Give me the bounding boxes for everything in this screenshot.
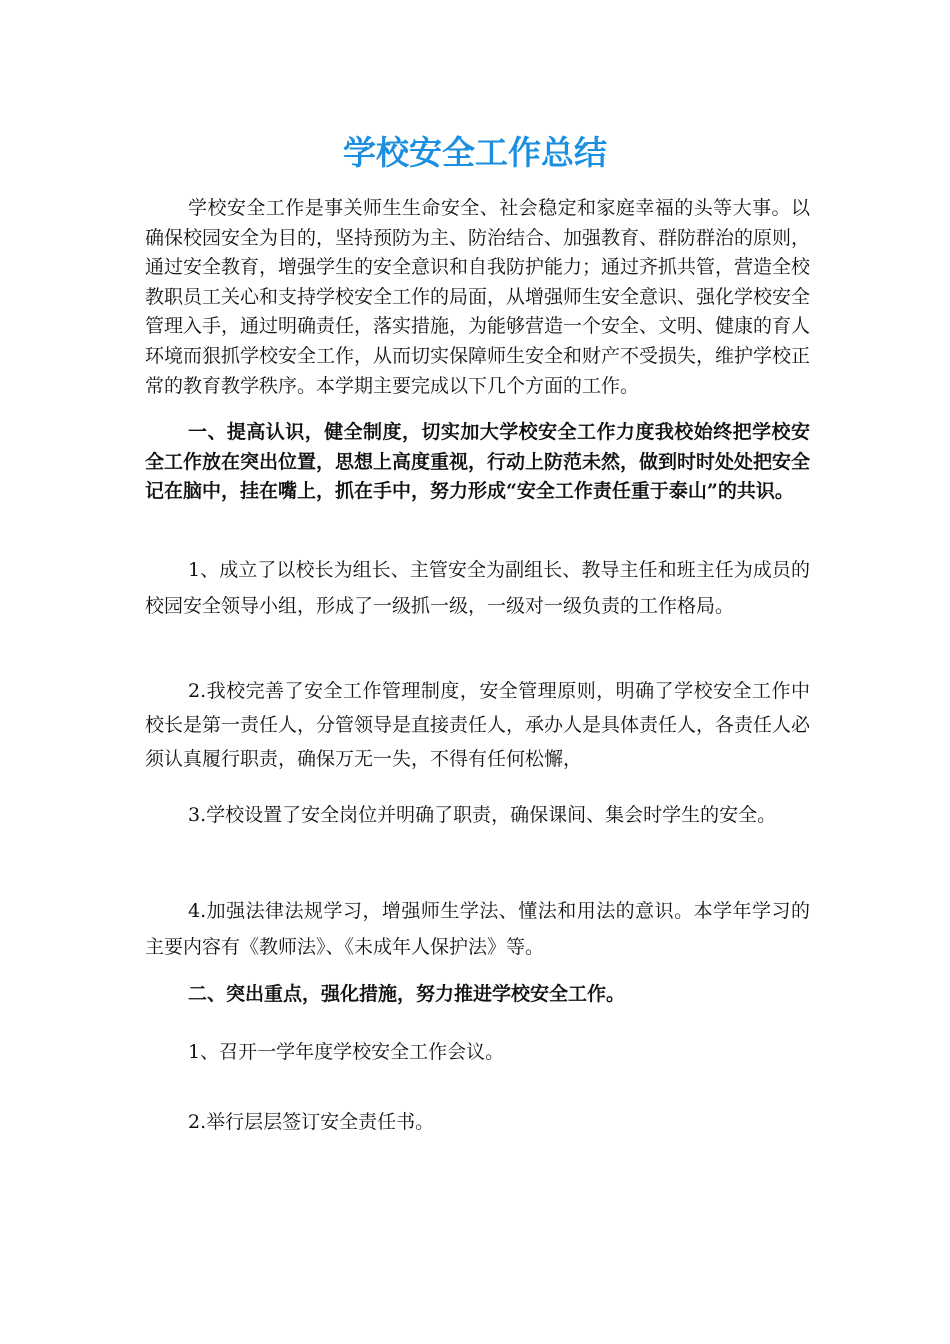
section-heading-2: 二、突出重点，强化措施，努力推进学校安全工作。 — [188, 983, 626, 1005]
section1-item-4: 4.加强法律法规学习，增强师生学法、懂法和用法的意识。本学年学习的主要内容有《教师法》、《未成年人保护法》等。 — [145, 900, 810, 958]
section1-item-1: 1、成立了以校长为组长、主管安全为副组长、教导主任和班主任为成员的校园安全领导小组，形成了一级抓一级，一级对一级负责的工作格局。 — [145, 559, 810, 617]
section1-item-2: 2.我校完善了安全工作管理制度，安全管理原则，明确了学校安全工作中校长是第一责任人，分管领导是直接责任人，承办人是具体责任人，各责任人必须认真履行职责，确保万无一失，不得有任何松懈， — [145, 680, 811, 770]
section2-item-2: 2.举行层层签订安全责任书。 — [188, 1111, 435, 1133]
section-heading-1: 一、提高认识，健全制度，切实加大学校安全工作力度我校始终把学校安全工作放在突出位置，思想上高度重视，行动上防范未然，做到时时处处把安全记在脑中，挂在嘴上，抓在手中，努力形成“安全工作责任重于泰山”的共识。 — [145, 421, 811, 503]
section2-item-1: 1、召开一学年度学校安全工作会议。 — [188, 1041, 505, 1063]
intro-paragraph: 学校安全工作是事关师生生命安全、社会稳定和家庭幸福的头等大事。以确保校园安全为目的，坚持预防为主、防治结合、加强教育、群防群治的原则，通过安全教育，增强学生的安全意识和自我防护能力；通过齐抓共管，营造全校教职员工关心和支持学校安全工作的局面，从增强师生安全意识、强化学校安全管理入手，通过明确责任，落实措施，为能够营造一个安全、文明、健康的育人环境而狠抓学校安全工作，从而切实保障师生安全和财产不受损失，维护学校正常的教育教学秩序。本学期主要完成以下几个方面的工作。 — [145, 197, 811, 397]
document-title: 学校安全工作总结 — [343, 133, 607, 172]
section1-item-3: 3.学校设置了安全岗位并明确了职责，确保课间、集会时学生的安全。 — [188, 804, 777, 826]
